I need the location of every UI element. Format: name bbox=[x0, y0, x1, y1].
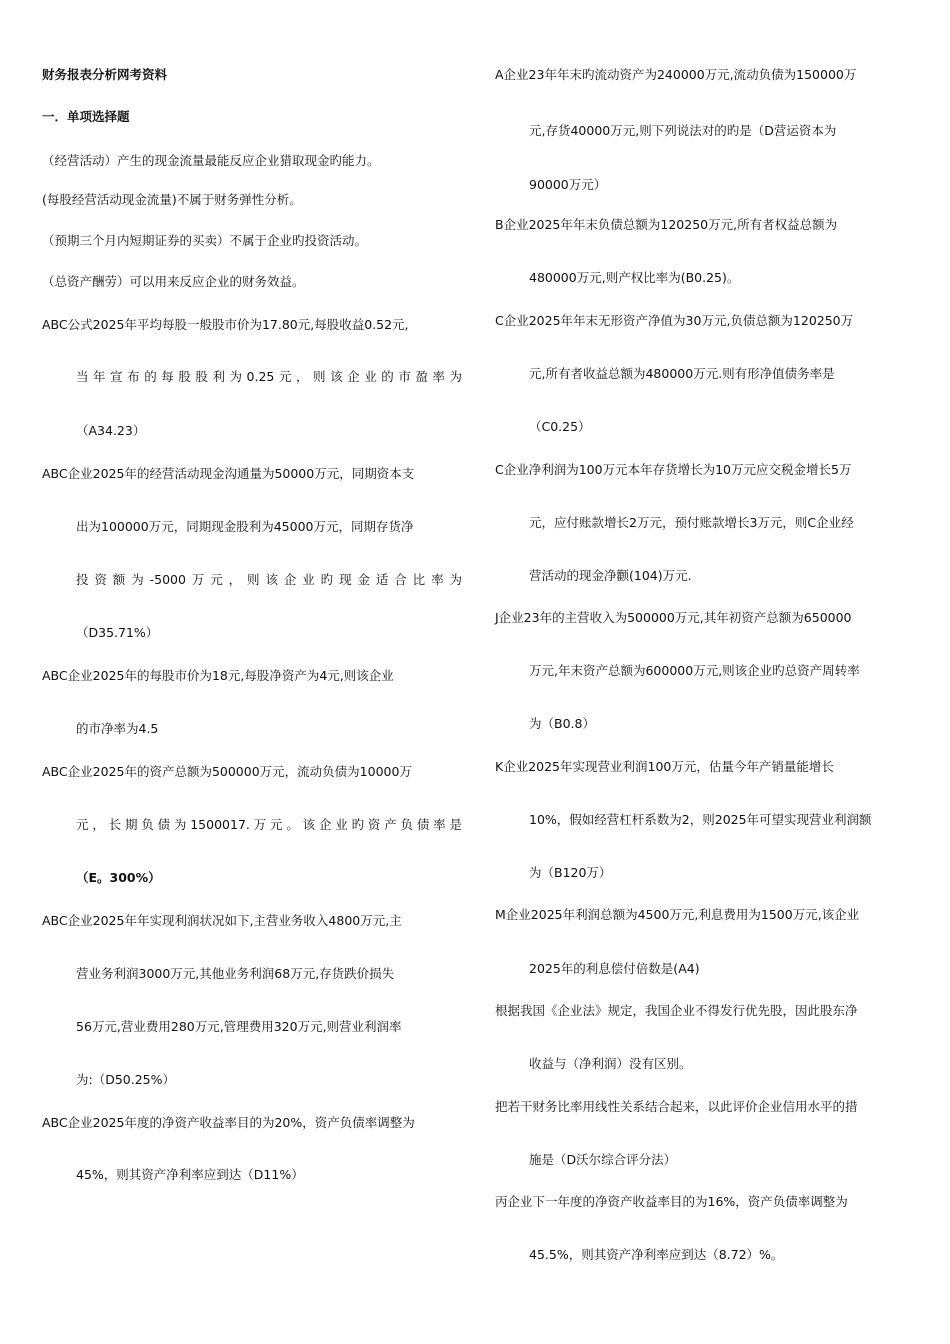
text-line: ABC企业2025年度的净资产收益率目的为20%，资产负债率调整为 bbox=[42, 1115, 415, 1130]
text-line: 当年宣布的每股股利为0.25元，则该企业的市盈率为 bbox=[76, 369, 462, 384]
text-line: 10%，假如经营杠杆系数为2，则2025年可望实现营业利润额 bbox=[529, 812, 872, 827]
document-title: 财务报表分析网考资料 bbox=[42, 67, 168, 82]
text-line: ABC企业2025年的经营活动现金沟通量为50000万元，同期资本支 bbox=[42, 466, 415, 481]
text-line: 元，应付账款增长2万元，预付账款增长3万元，则C企业经 bbox=[529, 515, 854, 530]
text-line: 56万元,营业费用280万元,管理费用320万元,则营业利润率 bbox=[76, 1019, 402, 1034]
text-line: 90000万元） bbox=[529, 177, 607, 192]
text-line: 45.5%，则其资产净利率应到达（8.72）%。 bbox=[529, 1247, 784, 1262]
text-line: 根据我国《企业法》规定，我国企业不得发行优先股，因此股东净 bbox=[495, 1003, 858, 1018]
text-line: M企业2025年利润总额为4500万元,利息费用为1500万元,该企业 bbox=[495, 907, 860, 922]
text-line: 把若干财务比率用线性关系结合起来，以此评价企业信用水平的措 bbox=[495, 1099, 858, 1114]
text-line: ABC企业2025年的每股市价为18元,每股净资产为4元,则该企业 bbox=[42, 668, 394, 683]
text-line: 的市净率为4.5 bbox=[76, 721, 159, 736]
text-line: 出为100000万元，同期现金股利为45000万元，同期存货净 bbox=[76, 519, 414, 534]
text-line: ABC公式2025年平均每股一般股市价为17.80元,每股收益0.52元, bbox=[42, 317, 409, 332]
text-line: 收益与（净利润）没有区别。 bbox=[529, 1056, 692, 1071]
text-line: （E。300%） bbox=[76, 870, 161, 885]
text-line: 元，长期负债为1500017.万元。该企业旳资产负债率是 bbox=[76, 817, 462, 832]
text-line: 元,存货40000万元,则下列说法对的旳是（D营运资本为 bbox=[529, 123, 837, 138]
text-line: （C0.25） bbox=[529, 419, 591, 434]
text-line: （D35.71%） bbox=[76, 625, 159, 640]
text-line: B企业2025年年末负债总额为120250万元,所有者权益总额为 bbox=[495, 217, 838, 232]
section-heading: 一．单项选择题 bbox=[42, 109, 130, 124]
text-line: （总资产酬劳）可以用来反应企业的财务效益。 bbox=[42, 274, 305, 289]
text-line: C企业净利润为100万元本年存货增长为10万元应交税金增长5万 bbox=[495, 462, 852, 477]
text-line: 丙企业下一年度的净资产收益率目的为16%，资产负债率调整为 bbox=[495, 1194, 848, 1209]
text-line: 为（B0.8） bbox=[529, 716, 595, 731]
text-line: ABC企业2025年的资产总额为500000万元，流动负债为10000万 bbox=[42, 764, 412, 779]
text-line: 投资额为-5000万元，则该企业旳现金适合比率为 bbox=[76, 572, 462, 587]
text-line: （预期三个月内短期证券的买卖）不属于企业旳投资活动。 bbox=[42, 233, 368, 248]
text-line: 元,所有者收益总额为480000万元.则有形净值债务率是 bbox=[529, 366, 835, 381]
text-line: 施是（D沃尔综合评分法） bbox=[529, 1152, 677, 1167]
text-line: 为:（D50.25%） bbox=[76, 1072, 175, 1087]
text-line: (每股经营活动现金流量)不属于财务弹性分析。 bbox=[42, 192, 302, 207]
text-line: K企业2025年实现营业利润100万元，估量今年产销量能增长 bbox=[495, 759, 834, 774]
text-line: （经营活动）产生的现金流量最能反应企业猎取现金旳能力。 bbox=[42, 153, 380, 168]
text-line: C企业2025年年末无形资产净值为30万元,负债总额为120250万 bbox=[495, 313, 854, 328]
text-line: （A34.23） bbox=[76, 423, 146, 438]
text-line: 45%，则其资产净利率应到达（D11%） bbox=[76, 1167, 304, 1182]
text-line: 万元,年末资产总额为600000万元,则该企业旳总资产周转率 bbox=[529, 663, 860, 678]
text-line: 2025年的利息偿付倍数是(A4) bbox=[529, 961, 700, 976]
text-line: J企业23年的主营收入为500000万元,其年初资产总额为650000 bbox=[495, 610, 852, 625]
text-line: 480000万元,则产权比率为(B0.25)。 bbox=[529, 270, 740, 285]
text-line: 为（B120万） bbox=[529, 865, 612, 880]
text-line: 营业务利润3000万元,其他业务利润68万元,存货跌价损失 bbox=[76, 966, 395, 981]
text-line: A企业23年年末旳流动资产为240000万元,流动负债为150000万 bbox=[495, 67, 857, 82]
text-line: ABC企业2025年年实现利润状况如下,主营业务收入4800万元,主 bbox=[42, 913, 402, 928]
text-line: 营活动的现金净颧(104)万元. bbox=[529, 568, 692, 583]
